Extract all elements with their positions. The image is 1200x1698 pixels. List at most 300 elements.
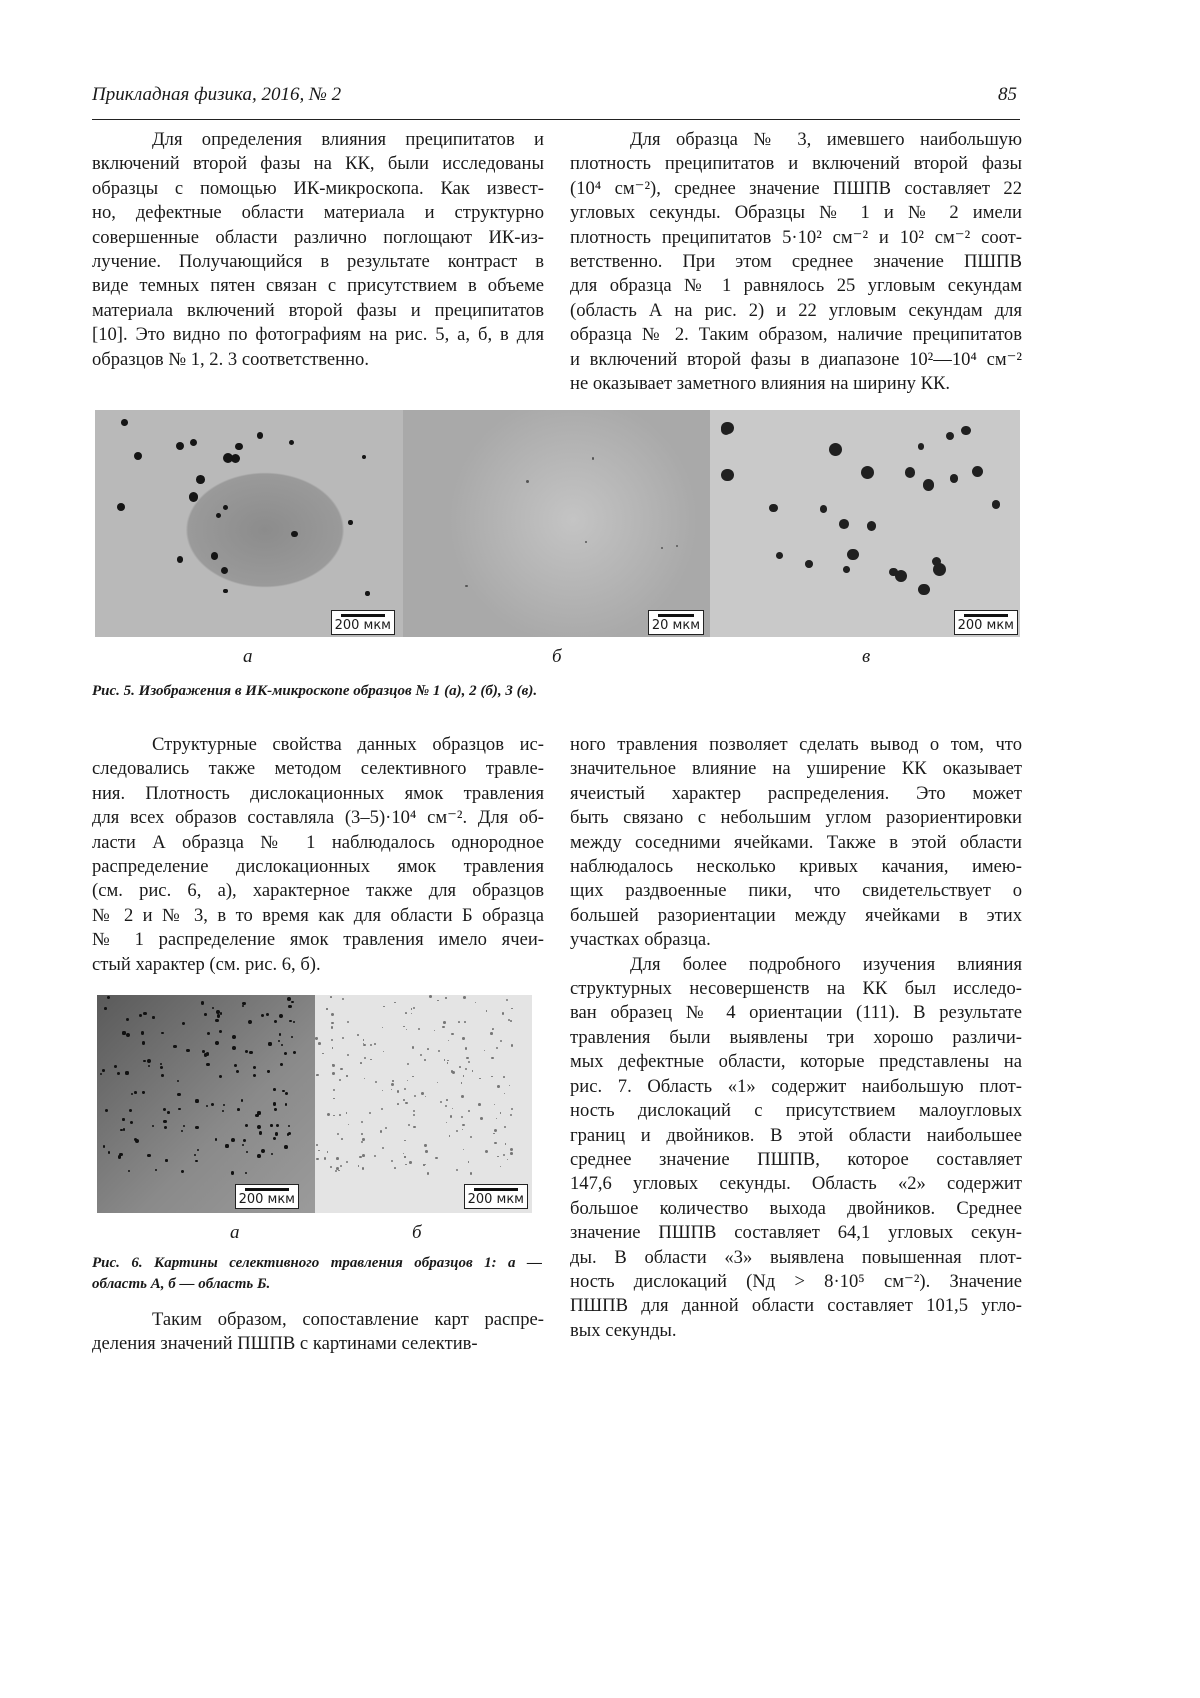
text-line: совершенные области различно поглощают ИК-из- [92, 226, 544, 248]
particle-spot [429, 995, 432, 998]
particle-spot [331, 1022, 334, 1025]
particle-spot [152, 1125, 154, 1127]
particle-spot [491, 1076, 492, 1077]
paragraph [570, 953, 1022, 1344]
particle-spot [243, 1139, 247, 1143]
particle-spot [207, 1032, 211, 1036]
fig5-panel-c [710, 410, 1020, 637]
particle-spot [470, 1136, 472, 1138]
particle-spot [206, 1105, 208, 1107]
particle-spot [134, 1091, 137, 1094]
particle-spot [246, 1151, 248, 1153]
fig5-label-a: а [243, 646, 253, 667]
particle-spot [178, 1108, 181, 1111]
particle-spot [445, 997, 446, 998]
particle-spot [405, 1102, 407, 1104]
particle-spot [411, 1013, 413, 1015]
particle-spot [391, 1160, 393, 1162]
particle-spot [509, 1085, 510, 1086]
particle-spot [500, 1112, 501, 1113]
fig6-label-a: а [230, 1222, 240, 1243]
particle-spot [194, 1154, 197, 1157]
text-line: вых секунды. [570, 1319, 677, 1341]
particle-spot [197, 1149, 199, 1151]
particle-spot [468, 1061, 470, 1063]
particle-spot [448, 1040, 449, 1041]
particle-spot [215, 1019, 218, 1022]
particle-spot [492, 1028, 494, 1030]
particle-spot [391, 1083, 394, 1086]
particle-spot [117, 1072, 120, 1075]
particle-spot [585, 541, 587, 543]
particle-spot [291, 531, 297, 537]
paragraph [570, 128, 1022, 396]
text-line: [10]. Это видно по фотографиям на рис. 5, а, б, в для [92, 324, 544, 346]
particle-spot [348, 520, 352, 524]
particle-spot [361, 1133, 363, 1135]
text-line: ПШПВ для данной области составляет 101,5 угло- [570, 1295, 1022, 1317]
text-line: материала включений второй фазы и преципитатов [92, 299, 544, 321]
particle-spot [472, 1070, 473, 1071]
particle-spot [946, 432, 954, 440]
journal-header: Прикладная физика, 2016, № 2 [92, 84, 342, 105]
particle-spot [206, 1063, 210, 1067]
particle-spot [324, 1157, 326, 1159]
particle-spot [215, 1138, 218, 1141]
particle-spot [905, 467, 916, 478]
particle-spot [374, 1043, 376, 1045]
particle-spot [114, 1065, 117, 1068]
particle-spot [143, 1012, 146, 1015]
particle-spot [465, 1047, 468, 1050]
particle-spot [242, 1002, 246, 1006]
text-line: большей разориентации между ячейками в этих [570, 904, 1022, 926]
particle-spot [147, 1154, 151, 1158]
particle-spot [316, 1074, 319, 1077]
particle-spot [211, 1103, 214, 1106]
particle-spot [404, 1156, 405, 1157]
particle-spot [336, 1157, 339, 1160]
particle-spot [163, 1120, 167, 1124]
paragraph [570, 733, 1022, 953]
particle-spot [332, 1064, 335, 1067]
particle-spot [468, 1110, 470, 1112]
particle-spot [141, 1031, 145, 1035]
particle-spot [510, 1020, 512, 1022]
scale-bar: 200 мкм [235, 1184, 299, 1209]
particle-spot [219, 1075, 222, 1078]
particle-spot [424, 1144, 426, 1146]
particle-spot [285, 1103, 287, 1105]
particle-spot [461, 1082, 462, 1083]
particle-spot [285, 1092, 288, 1095]
particle-spot [220, 1012, 223, 1015]
particle-spot [182, 1022, 185, 1025]
particle-spot [447, 1062, 448, 1063]
particle-spot [447, 1060, 449, 1062]
particle-spot [500, 1040, 502, 1042]
particle-spot [327, 1113, 330, 1116]
text-line: следовались также методом селективного травле- [92, 758, 544, 780]
particle-spot [167, 1111, 170, 1114]
particle-spot [490, 1032, 493, 1035]
particle-spot [135, 1139, 139, 1143]
particle-spot [212, 1007, 214, 1009]
text-line: ность дислокаций (Nд > 8·10⁵ см⁻²). Значение [570, 1270, 1022, 1292]
particle-spot [279, 1033, 282, 1036]
particle-spot [108, 1151, 111, 1154]
page-number: 85 [998, 84, 1017, 105]
particle-spot [358, 1165, 360, 1167]
particle-spot [120, 1129, 123, 1132]
particle-spot [992, 500, 1000, 508]
particle-spot [245, 1172, 247, 1174]
particle-spot [427, 1048, 429, 1050]
particle-spot [163, 1108, 167, 1112]
text-line: Для определения влияния преципитатов и [152, 129, 544, 150]
particle-spot [237, 1108, 240, 1111]
particle-spot [346, 1161, 348, 1163]
particle-spot [333, 1089, 335, 1091]
particle-spot [100, 1073, 102, 1075]
text-line: включений второй фазы на КК, были исследованы [92, 153, 544, 175]
text-line: угловых секунды. Образцы № 1 и № 2 имели [570, 202, 1022, 224]
particle-spot [479, 1078, 481, 1080]
particle-spot [437, 1000, 439, 1002]
particle-spot [425, 1150, 428, 1153]
particle-spot [275, 1132, 279, 1136]
particle-spot [181, 1130, 183, 1132]
particle-spot [445, 1105, 448, 1108]
particle-spot [131, 1093, 133, 1095]
particle-spot [769, 504, 777, 512]
text-line: распределение дислокационных ямок травления [92, 856, 544, 878]
particle-spot [291, 1036, 293, 1038]
particle-spot [266, 1013, 269, 1016]
particle-spot [126, 1033, 130, 1037]
particle-spot [504, 1093, 505, 1094]
particle-spot [397, 1103, 399, 1105]
particle-spot [287, 997, 291, 1001]
particle-spot [465, 585, 467, 587]
particle-spot [289, 440, 294, 445]
particle-spot [462, 1129, 464, 1131]
particle-spot [382, 1147, 384, 1149]
particle-spot [423, 1164, 424, 1165]
particle-spot [413, 1110, 415, 1112]
text-line: травления были выявлены три хорошо различи- [570, 1026, 1022, 1048]
fig5-panel-b [403, 410, 710, 637]
particle-spot [468, 1161, 470, 1163]
scale-bar: 200 мкм [464, 1184, 528, 1209]
text-line: ветственно. При этом среднее значение ПШПВ [570, 251, 1022, 273]
particle-spot [129, 1109, 132, 1112]
paragraph [92, 128, 544, 372]
particle-spot [186, 1049, 189, 1052]
particle-spot [526, 480, 529, 483]
particle-spot [360, 1062, 362, 1064]
particle-spot [270, 1124, 273, 1127]
text-line: значение ПШПВ составляет 64,1 угловых секун- [570, 1222, 1022, 1244]
fig6-caption-line: область А, б — область Б. [92, 1276, 271, 1292]
particle-spot [363, 1039, 364, 1040]
fig6-label-b: б [412, 1222, 422, 1243]
particle-spot [348, 1124, 349, 1125]
right-column-top [570, 128, 1022, 396]
particle-spot [486, 1010, 488, 1012]
particle-spot [494, 1142, 497, 1145]
particle-spot [122, 1118, 124, 1120]
particle-spot [206, 1052, 210, 1056]
text-line: Таким образом, сопоставление карт распре- [152, 1309, 544, 1330]
particle-spot [288, 1125, 290, 1127]
particle-spot [405, 1012, 407, 1014]
particle-spot [215, 1041, 219, 1045]
particle-spot [392, 1080, 393, 1081]
particle-spot [369, 1112, 371, 1114]
scale-bar: 200 мкм [954, 610, 1018, 635]
particle-spot [331, 1039, 333, 1041]
particle-spot [339, 1079, 341, 1081]
fig5-caption: Рис. 5. Изображения в ИК-микроскопе образцов № 1 (а), 2 (б), 3 (в). [92, 683, 538, 699]
particle-spot [370, 1044, 372, 1046]
particle-spot [442, 1026, 445, 1029]
particle-spot [223, 1104, 225, 1106]
particle-spot [503, 1154, 505, 1156]
particle-spot [219, 1030, 222, 1033]
particle-spot [463, 1149, 465, 1151]
particle-spot [333, 1098, 335, 1100]
text-line: плотность преципитатов 5·10² см⁻² и 10² см⁻² соот- [570, 226, 1022, 248]
particle-spot [435, 1157, 437, 1159]
particle-spot [438, 1050, 440, 1052]
particle-spot [267, 1070, 269, 1072]
particle-spot [409, 1161, 412, 1164]
particle-spot [502, 1012, 504, 1014]
particle-spot [245, 1050, 248, 1053]
particle-spot [331, 1026, 333, 1028]
particle-spot [102, 1069, 105, 1072]
particle-spot [918, 443, 924, 449]
particle-spot [289, 1020, 292, 1023]
particle-spot [776, 552, 783, 559]
particle-spot [216, 1010, 220, 1014]
particle-spot [332, 1047, 334, 1049]
text-line: (см. рис. 6, а), характерное также для образцов [92, 880, 544, 902]
particle-spot [293, 1021, 295, 1023]
particle-spot [340, 1068, 343, 1071]
particle-spot [503, 1076, 505, 1078]
particle-spot [443, 1021, 446, 1024]
particle-spot [382, 1090, 383, 1091]
particle-spot [404, 1088, 407, 1091]
particle-spot [362, 1167, 364, 1169]
particle-spot [484, 1050, 485, 1051]
particle-spot [444, 1059, 445, 1060]
particle-spot [123, 1128, 125, 1130]
particle-spot [370, 1059, 371, 1060]
particle-spot [425, 1164, 426, 1165]
particle-spot [511, 1008, 513, 1010]
particle-spot [466, 1057, 468, 1059]
left-column-bottom [92, 1308, 544, 1357]
particle-spot [276, 1124, 279, 1127]
particle-spot [245, 1124, 248, 1127]
particle-spot [176, 442, 184, 450]
particle-spot [278, 1040, 280, 1042]
particle-spot [507, 1159, 509, 1161]
particle-spot [261, 1014, 265, 1018]
header-rule [92, 119, 1020, 120]
text-line: ность дислокаций с присутствием малоугловых [570, 1100, 1022, 1122]
particle-spot [177, 1080, 179, 1082]
text-line: № 2 и № 3, в то время как для области Б образца [92, 904, 544, 926]
particle-spot [923, 479, 934, 490]
particle-spot [196, 475, 205, 484]
particle-spot [291, 1001, 293, 1003]
particle-spot [117, 503, 125, 511]
particle-spot [257, 432, 264, 439]
text-line: плотность преципитатов и включений второй фазы [570, 153, 1022, 175]
particle-spot [119, 1153, 123, 1157]
particle-spot [142, 1041, 146, 1045]
particle-spot [412, 1076, 413, 1077]
text-line: для всех образов составляла (3–5)·10⁴ см⁻². Для об- [92, 807, 544, 829]
particle-spot [362, 455, 366, 459]
particle-spot [362, 1154, 365, 1157]
particle-spot [316, 1158, 318, 1160]
particle-spot [332, 1072, 335, 1075]
text-line: стый характер (см. рис. 6, б). [92, 953, 321, 975]
particle-spot [231, 1138, 235, 1142]
particle-spot [364, 1057, 366, 1059]
text-line: № 1 распределение ямок травления имело ячеи- [92, 929, 544, 951]
particle-spot [839, 519, 849, 529]
particle-spot [242, 1144, 245, 1147]
particle-spot [446, 1099, 448, 1101]
particle-spot [462, 1037, 465, 1040]
particle-spot [346, 1112, 347, 1113]
particle-spot [950, 474, 959, 483]
particle-spot [128, 1170, 130, 1172]
text-line: наблюдалось несколько кривых качания, имею- [570, 856, 1022, 878]
particle-spot [408, 1124, 410, 1126]
particle-spot [257, 1154, 261, 1158]
particle-spot [253, 1074, 256, 1077]
particle-spot [241, 1099, 244, 1102]
particle-spot [847, 549, 858, 560]
particle-spot [407, 1080, 408, 1081]
particle-spot [478, 1103, 481, 1106]
particle-spot [177, 556, 183, 562]
particle-spot [511, 1044, 514, 1047]
particle-spot [274, 1108, 277, 1111]
text-line: ного травления позволяет сделать вывод о том, что [570, 734, 1022, 755]
particle-spot [126, 1018, 129, 1021]
particle-spot [511, 1108, 513, 1110]
text-line: структурных несовершенств на КК был исследо- [570, 978, 1022, 1000]
text-line: Структурные свойства данных образцов ис- [152, 734, 544, 755]
particle-spot [461, 1116, 463, 1118]
fig5-panel-a [95, 410, 403, 637]
particle-spot [463, 1075, 464, 1076]
particle-spot [204, 1013, 207, 1016]
particle-spot [375, 1081, 377, 1083]
particle-spot [255, 1114, 258, 1117]
particle-spot [506, 999, 508, 1001]
particle-spot [333, 1115, 334, 1116]
particle-spot [326, 1008, 327, 1009]
particle-spot [259, 1131, 262, 1134]
particle-spot [497, 1085, 500, 1088]
particle-spot [463, 996, 466, 999]
particle-spot [413, 1114, 415, 1116]
particle-spot [437, 1082, 439, 1084]
particle-spot [248, 1020, 252, 1024]
text-line: ды. В области «3» выявлена повышенная плот- [570, 1246, 1022, 1268]
particle-spot [461, 1095, 464, 1098]
text-line: ласти А образца № 1 наблюдалось однородное [92, 831, 544, 853]
particle-spot [279, 1014, 283, 1018]
particle-spot [142, 1091, 144, 1093]
particle-spot [195, 1099, 198, 1102]
particle-spot [293, 1051, 296, 1054]
particle-spot [843, 566, 850, 573]
particle-spot [107, 996, 110, 999]
particle-spot [288, 1005, 291, 1008]
particle-spot [148, 1065, 150, 1067]
particle-spot [427, 1172, 429, 1174]
particle-spot [440, 1101, 442, 1103]
text-line: между соседними ячейками. Также в этой области [570, 831, 1022, 853]
particle-spot [346, 1075, 347, 1076]
particle-spot [134, 452, 142, 460]
particle-spot [496, 1047, 498, 1049]
particle-spot [475, 1002, 476, 1003]
particle-spot [413, 1126, 415, 1128]
particle-spot [143, 1060, 146, 1063]
particle-spot [195, 1160, 197, 1162]
figure-6 [97, 995, 532, 1213]
particle-spot [496, 1118, 497, 1119]
text-line: большое количество выхода двойников. Среднее [570, 1197, 1022, 1219]
particle-spot [450, 1115, 452, 1117]
particle-spot [961, 426, 970, 435]
particle-spot [404, 1140, 406, 1142]
particle-spot [342, 998, 344, 1000]
particle-spot [394, 1167, 396, 1169]
particle-spot [155, 1169, 157, 1171]
particle-spot [510, 1152, 513, 1155]
particle-spot [861, 466, 875, 480]
particle-spot [465, 1068, 467, 1070]
particle-spot [510, 1148, 513, 1151]
particle-spot [494, 1104, 495, 1105]
particle-spot [281, 1044, 283, 1046]
particle-spot [164, 1126, 167, 1129]
text-line: лучение. Получающийся в результате контраст в [92, 251, 544, 273]
particle-spot [434, 1030, 435, 1031]
particle-spot [403, 1099, 405, 1101]
particle-spot [420, 1054, 422, 1056]
particle-spot [274, 1020, 277, 1023]
text-line: виде темных пятен связан с присутствием в объеме [92, 275, 544, 297]
scale-bar: 200 мкм [331, 610, 395, 635]
particle-spot [918, 584, 929, 595]
text-line: Для более подробного изучения влияния [630, 953, 1022, 975]
particle-spot [510, 1114, 512, 1116]
particle-spot [177, 1093, 181, 1097]
